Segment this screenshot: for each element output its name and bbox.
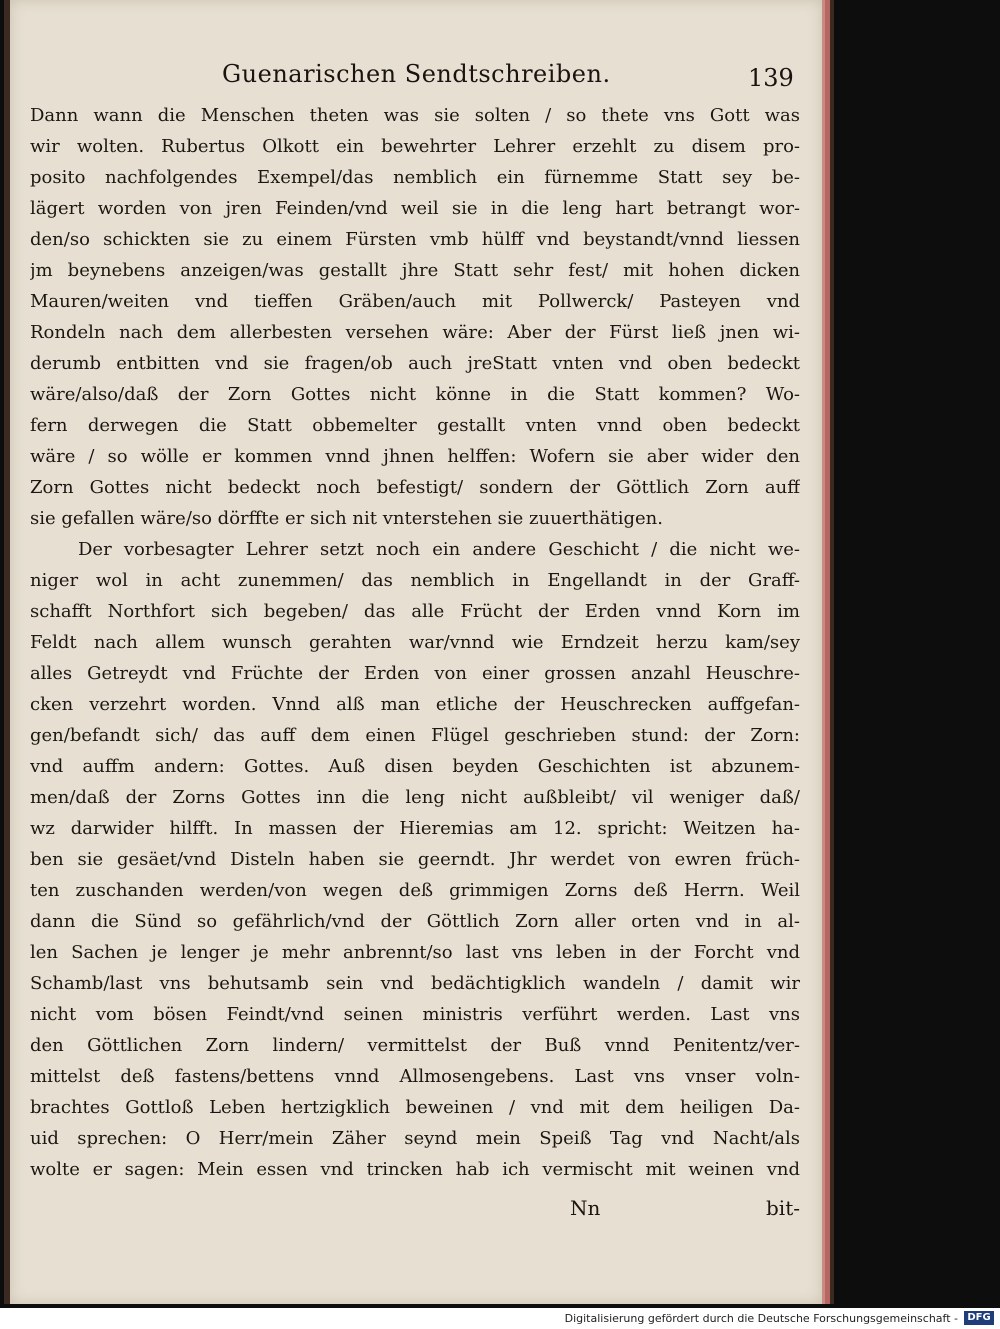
text-line: gen/befandt sich/ das auff dem einen Flügel geschrieben stund: der Zorn: xyxy=(30,725,800,746)
text-line: niger wol in acht zunemmen/ das nemblich in Engellandt in der Graff- xyxy=(30,570,800,591)
text-line: vnd auffm andern: Gottes. Auß disen beyden Geschichten ist abzunem- xyxy=(30,756,800,777)
running-title: Guenarischen Sendtschreiben. xyxy=(222,60,611,88)
text-line: Dann wann die Menschen theten was sie solten / so thete vns Gott was xyxy=(30,105,800,126)
text-line: len Sachen je lenger je mehr anbrennt/so last vns leben in der Forcht vnd xyxy=(30,942,800,963)
page-header xyxy=(10,60,822,100)
text-line: wäre/also/daß der Zorn Gottes nicht könne in die Statt kommen? Wo- xyxy=(30,384,800,405)
text-line: sie gefallen wäre/so dörffte er sich nit vnterstehen sie zuuerthätigen. xyxy=(30,508,663,529)
funding-footer-bar xyxy=(0,1308,1000,1329)
text-line: ben sie gesäet/vnd Disteln haben sie geerndt. Jhr werdet von ewren früch- xyxy=(30,849,800,870)
text-line: derumb entbitten vnd sie fragen/ob auch jreStatt vnten vnd oben bedeckt xyxy=(30,353,800,374)
text-line: jm beynebens anzeigen/was gestallt jhre Statt sehr fest/ mit hohen dicken xyxy=(30,260,800,281)
page-number: 139 xyxy=(748,64,794,92)
text-line: Zorn Gottes nicht bedeckt noch befestigt/ sondern der Göttlich Zorn auff xyxy=(30,477,800,498)
text-line: wz darwider hilfft. In massen der Hieremias am 12. spricht: Weitzen ha- xyxy=(30,818,800,839)
text-line: wolte er sagen: Mein essen vnd trincken hab ich vermischt mit weinen vnd xyxy=(30,1159,800,1180)
text-line: lägert worden von jren Feinden/vnd weil sie in die leng hart betrangt wor- xyxy=(30,198,800,219)
text-line: brachtes Gottloß Leben hertzigklich beweinen / vnd mit dem heiligen Da- xyxy=(30,1097,800,1118)
text-line: men/daß der Zorns Gottes inn die leng nicht außbleibt/ vil weniger daß/ xyxy=(30,787,800,808)
catchword: bit- xyxy=(766,1196,800,1220)
text-line: wäre / so wölle er kommen vnnd jhnen helffen: Wofern sie aber wider den xyxy=(30,446,800,467)
text-line: mittelst deß fastens/bettens vnnd Allmosengebens. Last vns vnser voln- xyxy=(30,1066,800,1087)
text-line: posito nachfolgendes Exempel/das nemblich ein fürnemme Statt sey be- xyxy=(30,167,800,188)
text-line: Rondeln nach dem allerbesten versehen wäre: Aber der Fürst ließ jnen wi- xyxy=(30,322,800,343)
body-text xyxy=(30,100,800,1185)
funding-notice: Digitalisierung gefördert durch die Deutsche Forschungsgemeinschaft - xyxy=(564,1312,958,1325)
text-line: Feldt nach allem wunsch gerahten war/vnnd wie Erndzeit herzu kam/sey xyxy=(30,632,800,653)
text-line: ten zuschanden werden/von wegen deß grimmigen Zorns deß Herrn. Weil xyxy=(30,880,800,901)
text-line-paragraph-start: Der vorbesagter Lehrer setzt noch ein andere Geschicht / die nicht we- xyxy=(78,539,800,560)
text-line: nicht vom bösen Feindt/vnd seinen ministris verführt werden. Last vns xyxy=(30,1004,800,1025)
text-line: cken verzehrt worden. Vnnd alß man etliche der Heuschrecken auffgefan- xyxy=(30,694,800,715)
text-line: den/so schickten sie zu einem Fürsten vmb hülff vnd beystandt/vnnd liessen xyxy=(30,229,800,250)
dfg-logo-icon: DFG xyxy=(964,1311,994,1325)
text-line: alles Getreydt vnd Früchte der Erden von einer grossen anzahl Heuschre- xyxy=(30,663,800,684)
text-line: uid sprechen: O Herr/mein Zäher seynd mein Speiß Tag vnd Nacht/als xyxy=(30,1128,800,1149)
text-line: Mauren/weiten vnd tieffen Gräben/auch mit Pollwerck/ Pasteyen vnd xyxy=(30,291,800,312)
page-footer xyxy=(10,1196,822,1226)
document-page xyxy=(10,0,825,1304)
signature-mark: Nn xyxy=(570,1196,601,1220)
text-line: wir wolten. Rubertus Olkott ein bewehrter Lehrer erzehlt zu disem pro- xyxy=(30,136,800,157)
text-line: dann die Sünd so gefährlich/vnd der Göttlich Zorn aller orten vnd in al- xyxy=(30,911,800,932)
text-line: fern derwegen die Statt obbemelter gestallt vnten vnnd oben bedeckt xyxy=(30,415,800,436)
text-line: schafft Northfort sich begeben/ das alle Frücht der Erden vnnd Korn im xyxy=(30,601,800,622)
text-line: Schamb/last vns behutsamb sein vnd bedächtigklich wandeln / damit wir xyxy=(30,973,800,994)
text-line: den Göttlichen Zorn lindern/ vermittelst der Buß vnnd Penitentz/ver- xyxy=(30,1035,800,1056)
